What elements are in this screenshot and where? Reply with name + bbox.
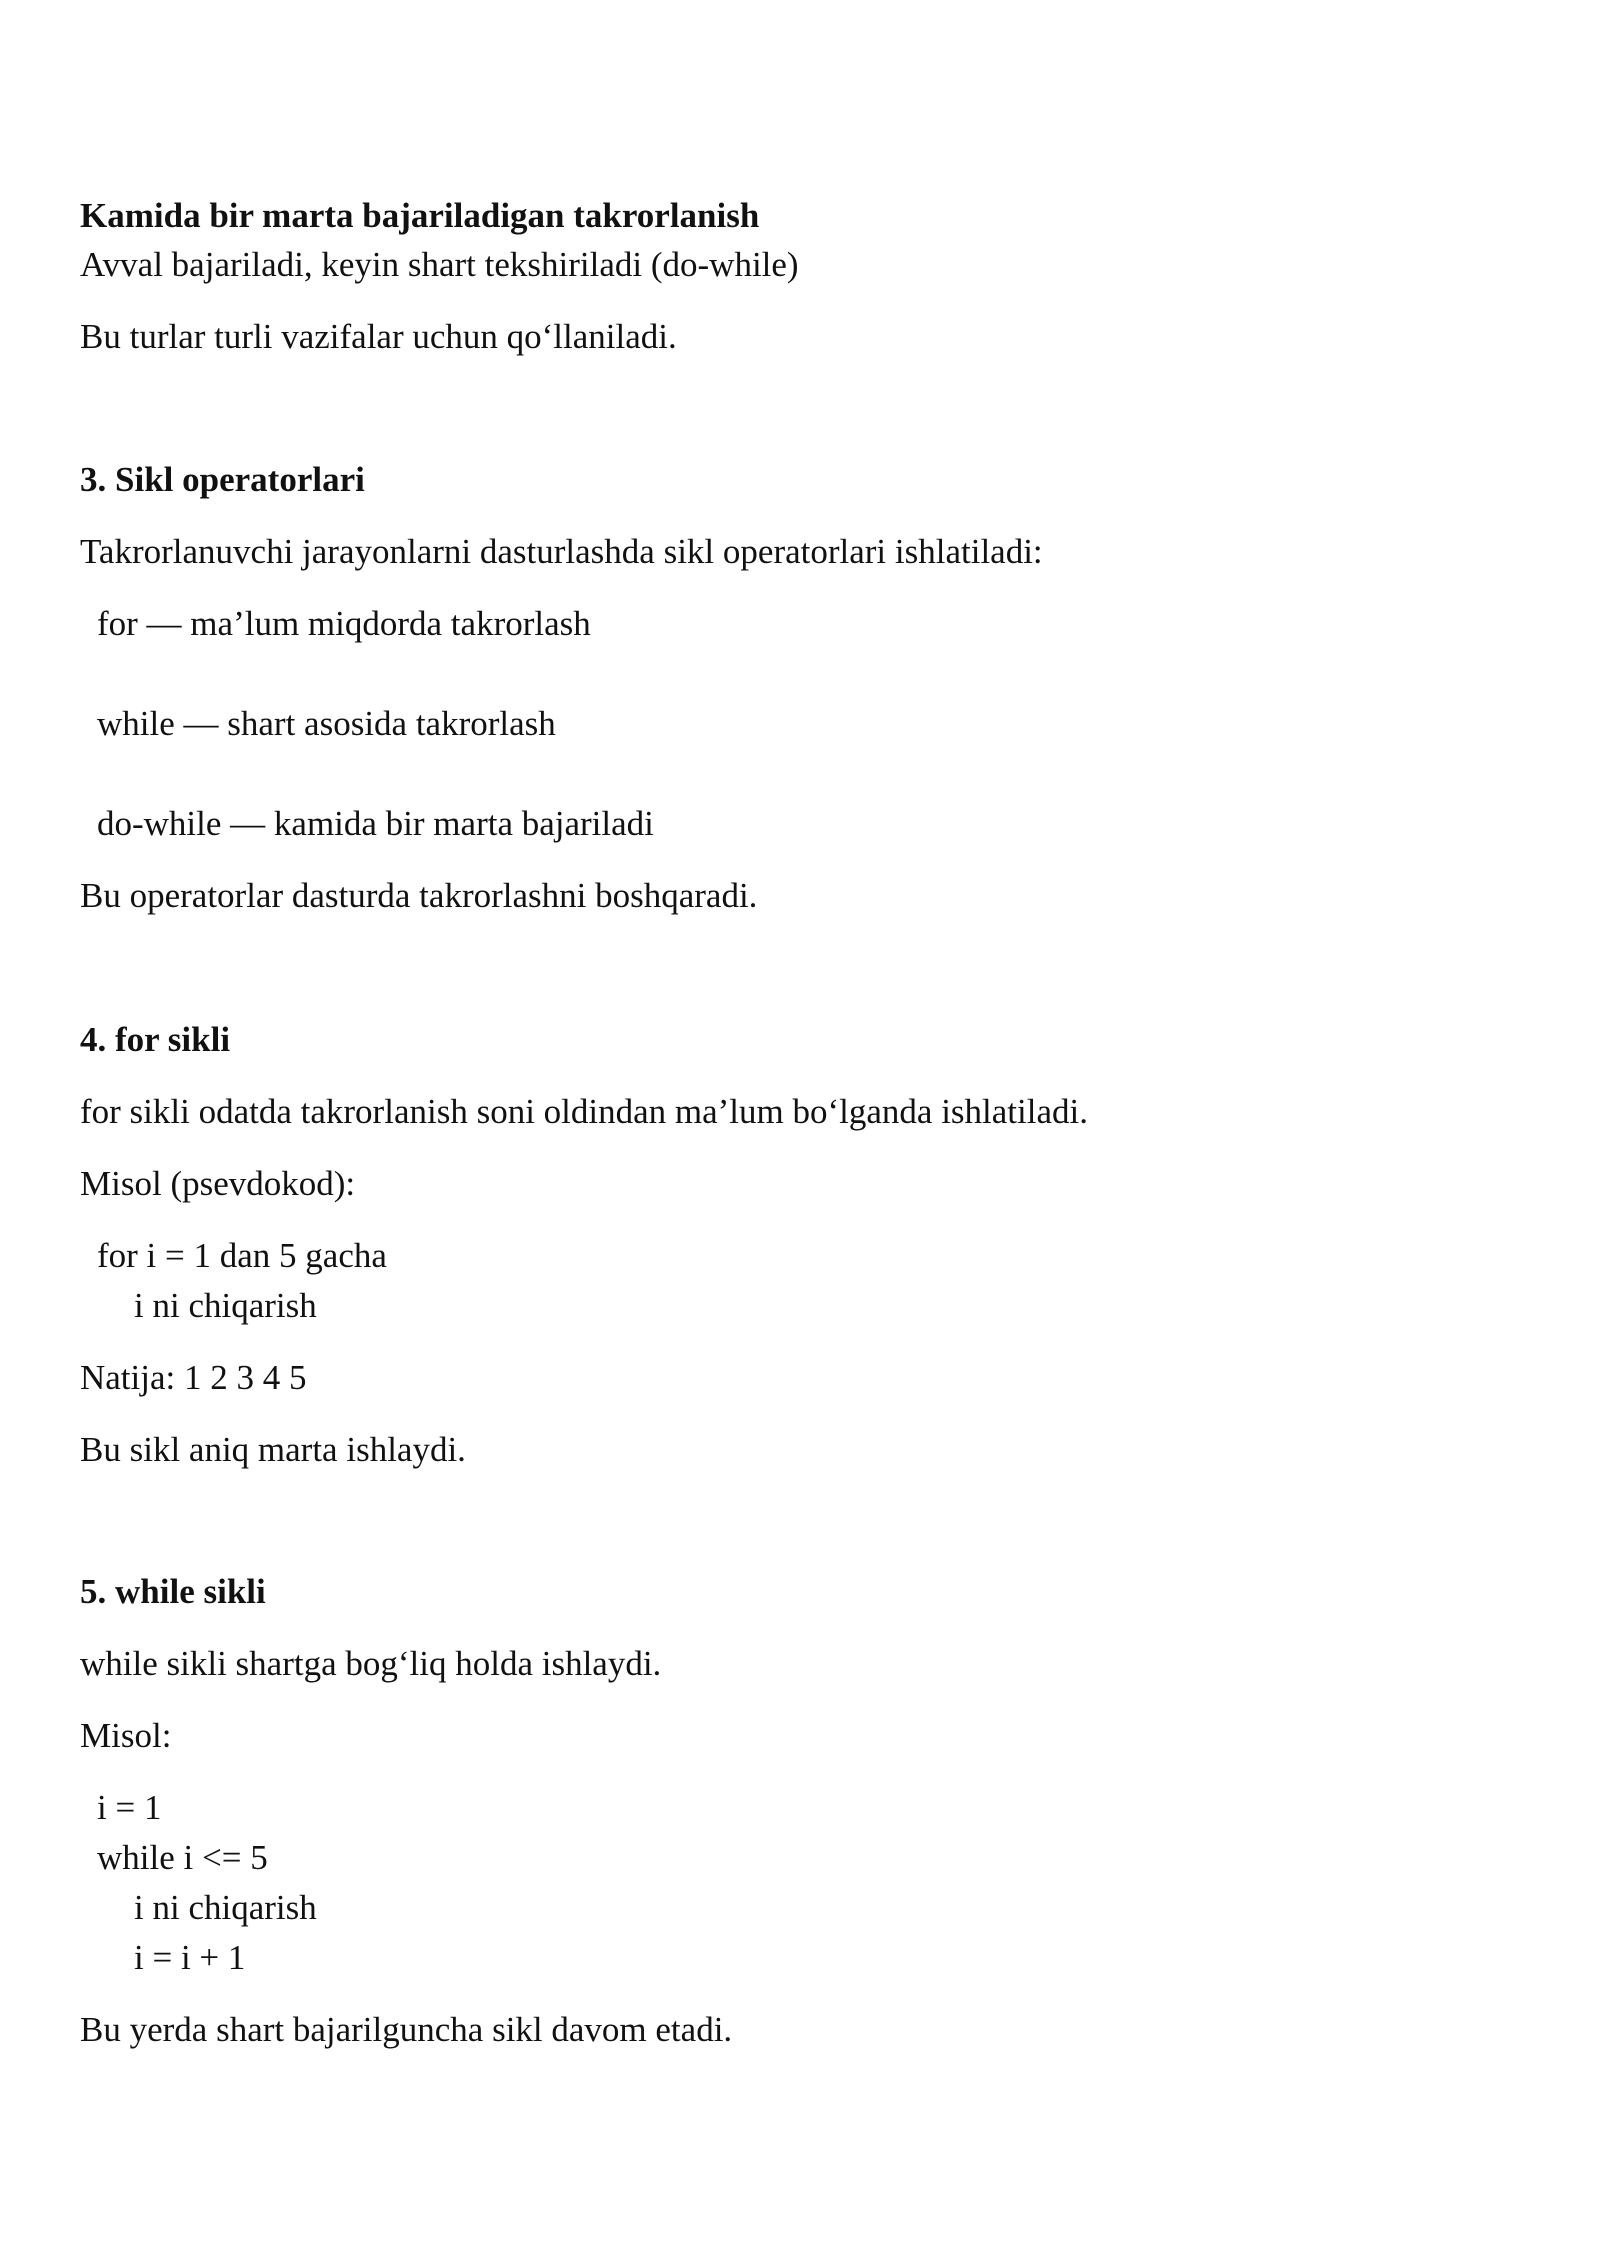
code-line: while i <= 5 xyxy=(97,1838,268,1877)
code-line: for i = 1 dan 5 gacha xyxy=(97,1236,387,1275)
operator-item-while: while — shart asosida takrorlash xyxy=(97,704,556,743)
intro-line-2: Bu turlar turli vazifalar uchun qo‘llaniladi. xyxy=(80,317,677,356)
operator-item-for: for — ma’lum miqdorda takrorlash xyxy=(97,604,591,643)
section-5-conclusion: Bu yerda shart bajarilguncha sikl davom etadi. xyxy=(80,2010,733,2049)
code-line: i ni chiqarish xyxy=(134,1286,317,1325)
section-5-intro: while sikli shartga bog‘liq holda ishlaydi. xyxy=(80,1644,662,1683)
section-4-result: Natija: 1 2 3 4 5 xyxy=(80,1358,307,1397)
section-4-heading: 4. for sikli xyxy=(80,1020,231,1059)
section-4-intro: for sikli odatda takrorlanish soni oldindan ma’lum bo‘lganda ishlatiladi. xyxy=(80,1092,1088,1131)
section-3-conclusion: Bu operatorlar dasturda takrorlashni boshqaradi. xyxy=(80,876,758,915)
code-line: i ni chiqarish xyxy=(134,1888,317,1927)
code-line: i = i + 1 xyxy=(134,1938,246,1977)
section-4-conclusion: Bu sikl aniq marta ishlaydi. xyxy=(80,1430,466,1469)
code-line: i = 1 xyxy=(97,1788,162,1827)
section-5-example-label: Misol: xyxy=(80,1716,172,1755)
intro-line-1: Avval bajariladi, keyin shart tekshiriladi (do-while) xyxy=(80,245,799,284)
section-3-heading: 3. Sikl operatorlari xyxy=(80,460,365,499)
section-5-heading: 5. while sikli xyxy=(80,1572,266,1611)
intro-heading: Kamida bir marta bajariladigan takrorlanish xyxy=(80,196,760,235)
operator-item-do-while: do-while — kamida bir marta bajariladi xyxy=(97,804,654,843)
section-4-example-label: Misol (psevdokod): xyxy=(80,1164,356,1203)
section-3-intro: Takrorlanuvchi jarayonlarni dasturlashda sikl operatorlari ishlatiladi: xyxy=(80,532,1043,571)
